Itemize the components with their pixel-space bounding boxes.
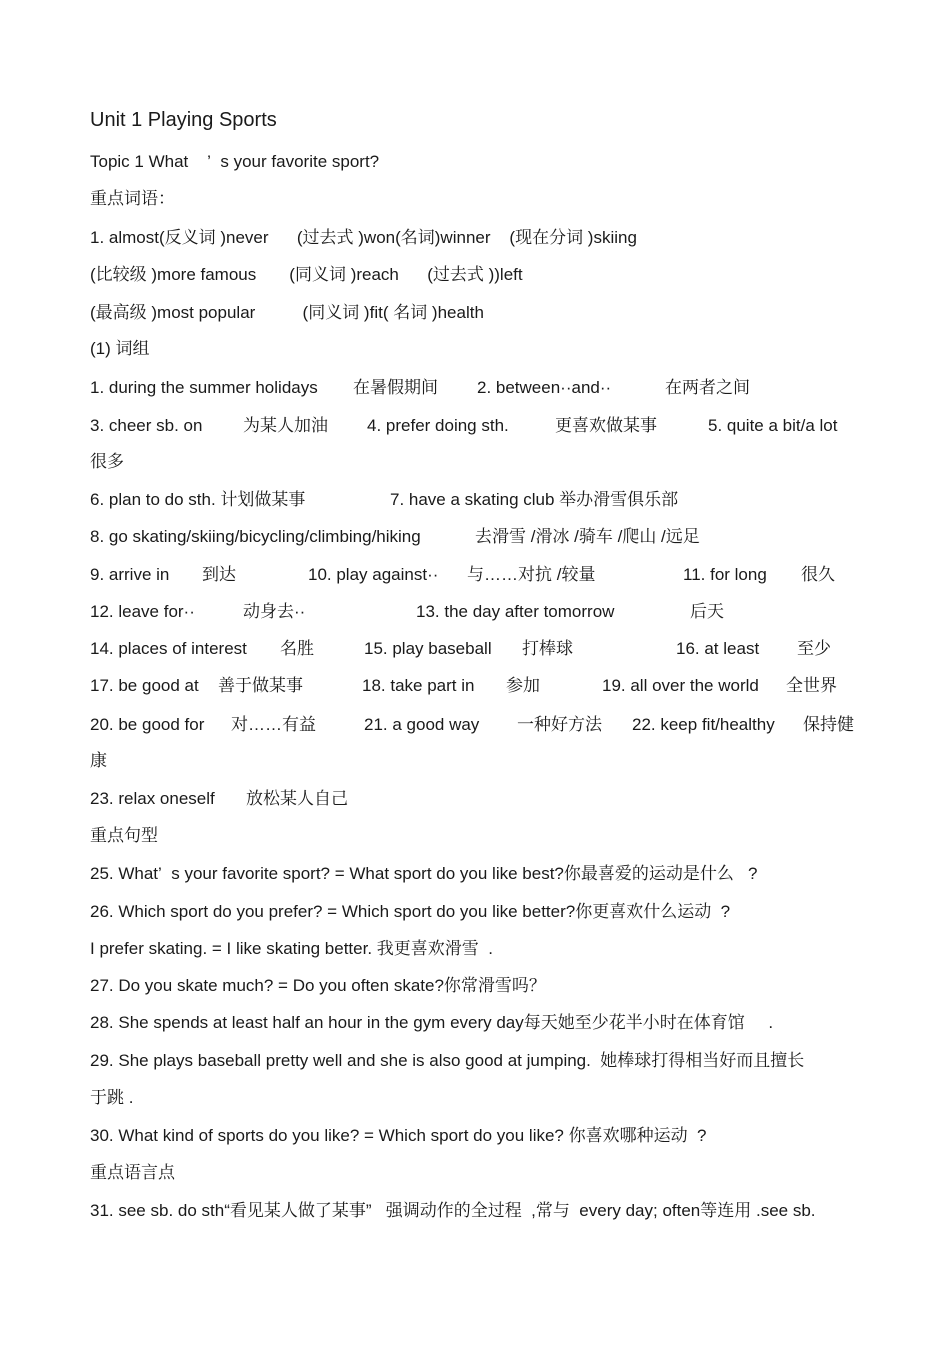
phrase-text: 23. relax oneself — [90, 789, 215, 808]
phrase-meaning: 在暑假期间 — [353, 378, 438, 397]
section-heading-words: 重点词语： — [90, 189, 175, 208]
phrase-text: 7. have a skating club 举办滑雪俱乐部 — [390, 490, 679, 509]
phrase-meaning: 为某人加油 — [243, 416, 328, 435]
sentence-line: I prefer skating. = I like skating better. 我更喜欢滑雪 . — [90, 939, 493, 958]
phrase-text: 10. play against·· — [308, 565, 439, 584]
phrase-meaning: 善于做某事 — [218, 676, 303, 695]
topic-heading: Topic 1 What ’ s your favorite sport? — [90, 152, 380, 171]
phrase-text: 15. play baseball — [364, 639, 492, 658]
section-heading-sentences: 重点句型 — [90, 826, 158, 845]
phrase-meaning: 保持健 — [803, 715, 854, 734]
phrase-meaning: 后天 — [690, 602, 724, 621]
phrase-text: 3. cheer sb. on — [90, 416, 203, 435]
phrase-meaning: 动身去·· — [243, 602, 306, 621]
phrase-meaning: 名胜 — [280, 639, 314, 658]
sentence-line: 于跳 . — [90, 1088, 134, 1107]
phrase-text: 20. be good for — [90, 715, 205, 734]
phrase-text: 11. for long — [683, 565, 767, 584]
phrase-text: 5. quite a bit/a lot — [708, 416, 838, 435]
phrase-meaning: 打棒球 — [522, 639, 573, 658]
phrase-meaning: 在两者之间 — [665, 378, 750, 397]
section-heading-points: 重点语言点 — [90, 1163, 175, 1182]
word-line: (最高级 )most popular (同义词 )fit( 名词 )health — [90, 303, 484, 322]
phrase-meaning: 全世界 — [786, 676, 837, 695]
phrase-meaning: 与……对抗 /较量 — [467, 565, 596, 584]
phrase-text: 22. keep fit/healthy — [632, 715, 775, 734]
phrase-text: 19. all over the world — [602, 676, 759, 695]
sentence-line: 27. Do you skate much? = Do you often skate?你常滑雪吗？ — [90, 976, 546, 995]
phrase-meaning: 放松某人自己 — [246, 789, 348, 808]
section-heading-phrases: (1) 词组 — [90, 339, 150, 358]
word-line: (比较级 )more famous (同义词 )reach (过去式 ))left — [90, 265, 523, 284]
phrase-text: 14. places of interest — [90, 639, 247, 658]
sentence-line: 25. What’ s your favorite sport? = What sport do you like best?你最喜爱的运动是什么 ? — [90, 864, 758, 883]
phrase-meaning: 对……有益 — [231, 715, 316, 734]
phrase-meaning: 康 — [90, 751, 107, 770]
phrase-text: 4. prefer doing sth. — [367, 416, 509, 435]
phrase-text: 2. between··and·· — [477, 378, 612, 397]
phrase-meaning: 很多 — [90, 452, 124, 471]
phrase-meaning: 去滑雪 /滑冰 /骑车 /爬山 /远足 — [475, 527, 700, 546]
phrase-meaning: 至少 — [797, 639, 831, 658]
phrase-meaning: 一种好方法 — [517, 715, 602, 734]
language-point-line: 31. see sb. do sth“看见某人做了某事” 强调动作的全过程 ,常与 every day; often等连用 .see sb. — [90, 1201, 816, 1220]
phrase-text: 16. at least — [676, 639, 760, 658]
sentence-line: 26. Which sport do you prefer? = Which sport do you like better?你更喜欢什么运动 ? — [90, 902, 731, 921]
phrase-text: 13. the day after tomorrow — [416, 602, 615, 621]
phrase-text: 6. plan to do sth. 计划做某事 — [90, 490, 306, 509]
phrase-meaning: 很久 — [801, 565, 835, 584]
phrase-meaning: 更喜欢做某事 — [555, 416, 657, 435]
sentence-line: 28. She spends at least half an hour in the gym every day每天她至少花半小时在体育馆 . — [90, 1013, 774, 1032]
phrase-text: 1. during the summer holidays — [90, 378, 318, 397]
sentence-line: 30. What kind of sports do you like? = Which sport do you like? 你喜欢哪种运动 ? — [90, 1126, 707, 1145]
phrase-meaning: 参加 — [506, 676, 540, 695]
sentence-line: 29. She plays baseball pretty well and she is also good at jumping. 她棒球打得相当好而且擅长 — [90, 1051, 805, 1070]
phrase-text: 8. go skating/skiing/bicycling/climbing/hiking — [90, 527, 421, 546]
word-line: 1. almost(反义词 )never (过去式 )won(名词)winner (现在分词 )skiing — [90, 228, 637, 247]
phrase-text: 12. leave for·· — [90, 602, 195, 621]
phrase-text: 17. be good at — [90, 676, 199, 695]
phrase-text: 18. take part in — [362, 676, 475, 695]
phrase-meaning: 到达 — [202, 565, 236, 584]
phrase-text: 21. a good way — [364, 715, 480, 734]
phrase-text: 9. arrive in — [90, 565, 170, 584]
page-title: Unit 1 Playing Sports — [90, 109, 277, 131]
